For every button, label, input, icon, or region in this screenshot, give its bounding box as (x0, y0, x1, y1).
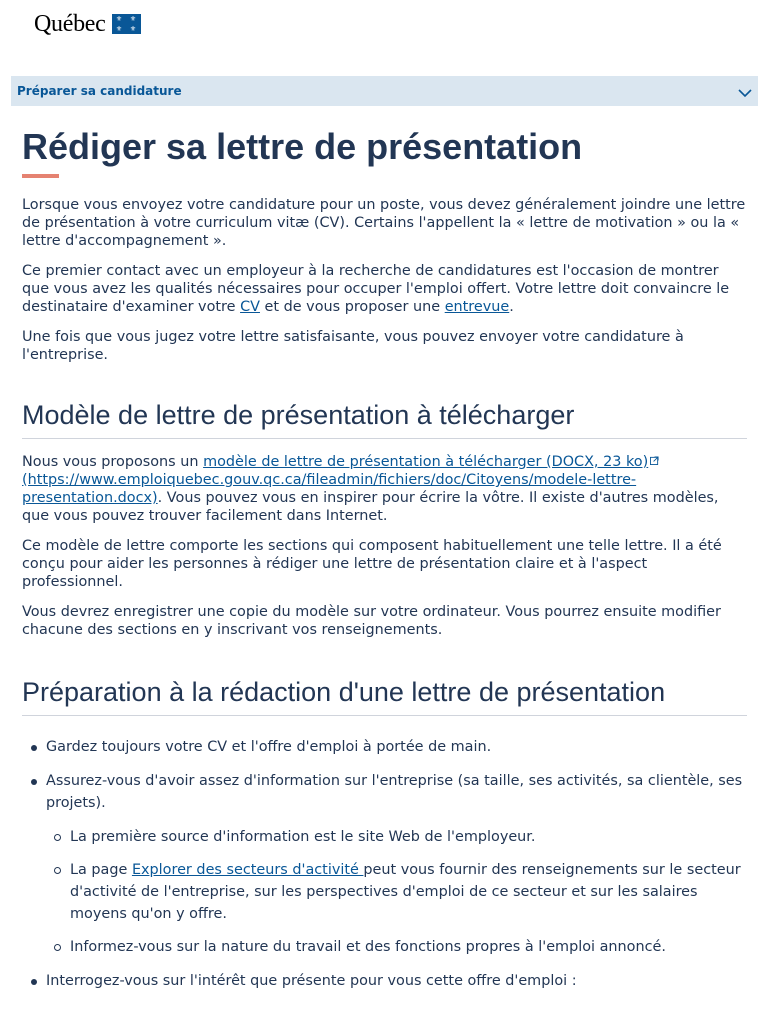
model-paragraph-1: Nous vous proposons un modèle de lettre de présentation à télécharger (DOCX, 23 ko) (https://www.emploiquebec.gouv.qc.ca/fileadmin/fichiers/doc/Citoyens/modele-lettre-presentation.docx). Vous pouvez vous en inspirer pour écrire la vôtre. Il existe d'autres modèles, que vous pouvez trouver facilement dans Internet. (22, 454, 719, 524)
intro-paragraph-3: Une fois que vous jugez votre lettre satisfaisante, vous pouvez envoyer votre candidature à l'entreprise. (22, 329, 684, 363)
main-content (22, 124, 747, 1004)
sub-list (46, 826, 747, 958)
model-paragraph-3: Vous devrez enregistrer une copie du modèle sur votre ordinateur. Vous pourrez ensuite modifier chacune des sections en y inscrivant vos renseignements. (22, 604, 721, 638)
sub-list-item: La page Explorer des secteurs d'activité peut vous fournir des renseignements sur le secteur d'activité de l'entreprise, sur les perspectives d'emploi de ce secteur et sur les salaires moyens qu'on y offre. (46, 859, 747, 925)
model-paragraph-2: Ce modèle de lettre comporte les sections qui composent habituellement une telle lettre. Il a été conçu pour aider les personnes à rédiger une lettre de présentation claire et à l'aspect professionnel. (22, 538, 722, 590)
list-item: Gardez toujours votre CV et l'offre d'emploi à portée de main. (22, 736, 747, 758)
section-accordion-toggle[interactable] (11, 76, 758, 106)
chevron-down-icon (738, 86, 752, 100)
preparation-list (22, 736, 747, 992)
explorer-secteurs-link[interactable]: Explorer des secteurs d'activité (131, 862, 364, 878)
sub-list-item: La première source d'information est le site Web de l'employeur. (46, 826, 747, 848)
logo-text: Québec (34, 10, 106, 37)
list-item: Assurez-vous d'avoir assez d'information sur l'entreprise (sa taille, ses activités, sa clientèle, ses projets). La première source d'information est le site Web de l'employeur. La page Explorer des secteurs d'activité peut vous fournir des renseignements sur le secteur d'activité de l'entreprise, sur les perspectives d'emploi de ce secteur et sur les salaires moyens qu'on y offre. Informez-vous sur la nature du travail et des fonctions propres à l'emploi annoncé. (22, 770, 747, 958)
intro-paragraph-2: Ce premier contact avec un employeur à la recherche de candidatures est l'occasion de montrer que vous avez les qualités nécessaires pour occuper l'emploi offert. Votre lettre doit convaincre le destinataire d'examiner votre CV et de vous proposer une entrevue. (22, 263, 730, 315)
accordion-label: Préparer sa candidature (17, 84, 182, 98)
cv-link[interactable]: CV (240, 299, 260, 315)
fleurdelise-flag-icon: ⚜ ⚜ ⚜ ⚜ (112, 14, 141, 34)
intro-paragraph-1: Lorsque vous envoyez votre candidature pour un poste, vous devez généralement joindre une lettre de présentation à votre curriculum vitæ (CV). Certains l'appellent la « lettre de motivation » ou la « lettre d'accompagnement ». (22, 197, 746, 249)
section-heading-preparation: Préparation à la rédaction d'une lettre de présentation (22, 675, 747, 716)
title-underline-accent (22, 174, 59, 178)
external-link-icon (650, 456, 659, 465)
section-heading-model: Modèle de lettre de présentation à télécharger (22, 398, 747, 439)
list-item: Interrogez-vous sur l'intérêt que présente pour vous cette offre d'emploi : (22, 970, 747, 992)
entrevue-link[interactable]: entrevue (444, 299, 510, 315)
page-title: Rédiger sa lettre de présentation (22, 126, 583, 167)
sub-list-item: Informez-vous sur la nature du travail et des fonctions propres à l'emploi annoncé. (46, 936, 747, 958)
quebec-logo[interactable] (34, 9, 141, 39)
download-template-link[interactable]: modèle de lettre de présentation à télécharger (DOCX, 23 ko) (https://www.emploiquebec.gouv.qc.ca/fileadmin/fichiers/doc/Citoyens/modele-lettre-presentation.docx) (22, 454, 659, 506)
